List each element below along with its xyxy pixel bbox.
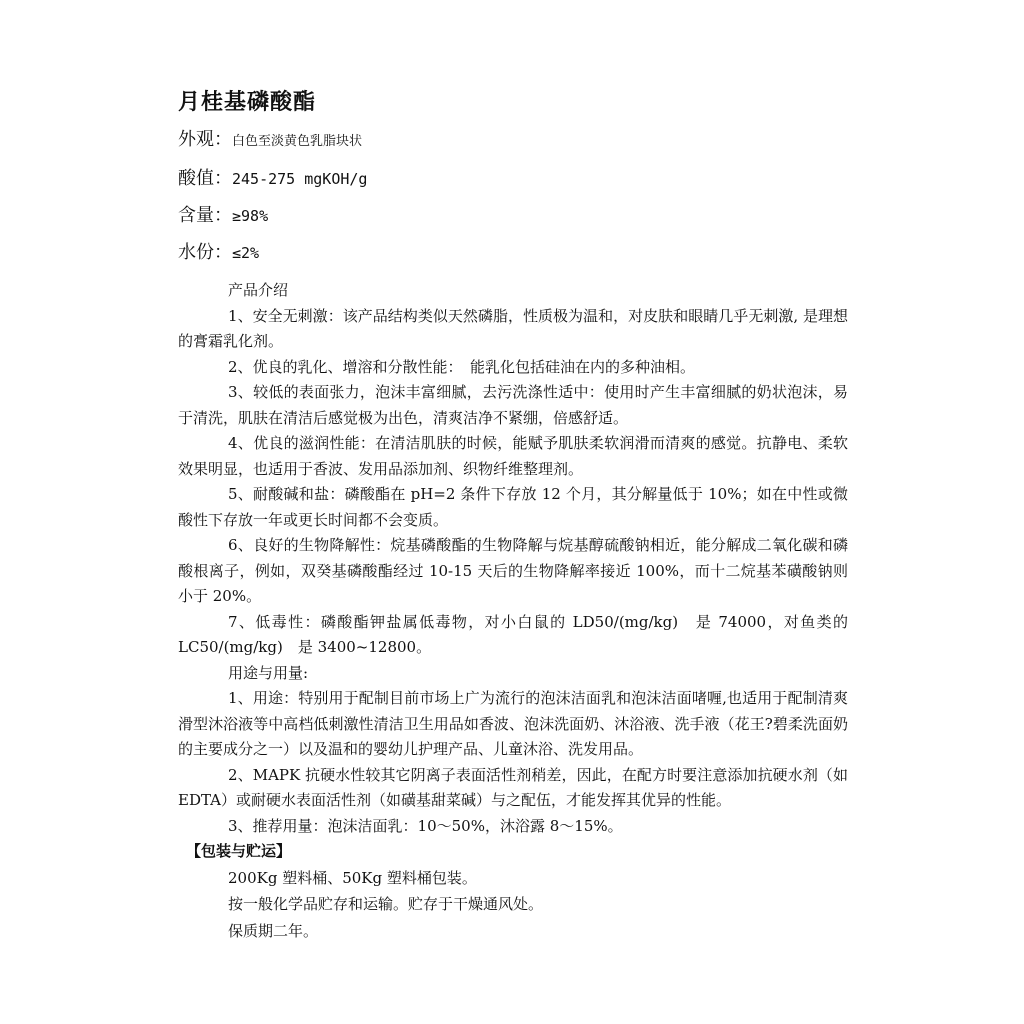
spec-label: 含量：: [178, 205, 232, 226]
spec-value: 白色至淡黄色乳脂块状: [232, 134, 363, 149]
spec-label: 外观：: [178, 129, 232, 150]
spec-acid-value: [178, 167, 848, 191]
document-page: [178, 88, 848, 944]
usage-item: 3、推荐用量：泡沫洁面乳：10～50%，沐浴露 8～15%。: [228, 816, 623, 835]
intro-item: 6、良好的生物降解性：烷基磷酸酯的生物降解与烷基醇硫酸钠相近，能分解成二氧化碳和磷酸根离子，例如，双癸基磷酸酯经过 10-15 天后的生物降解率接近 100%，而十二烷基苯磺酸钠则小于 20%。: [178, 536, 848, 605]
spec-content: [178, 204, 848, 228]
intro-item: 1、安全无刺激：该产品结构类似天然磷脂，性质极为温和，对皮肤和眼睛几乎无刺激, 是理想的膏霜乳化剂。: [178, 306, 848, 350]
intro-heading: 产品介绍: [228, 281, 289, 299]
intro-item: 7、低毒性：磷酸酯钾盐属低毒物，对小白鼠的 LD50/(mg/kg) 是 74000，对鱼类的 LC50/(mg/kg) 是 3400~12800。: [178, 612, 848, 656]
usage-heading: 用途与用量:: [228, 663, 309, 682]
packaging-item: 按一般化学品贮存和运输。贮存于干燥通风处。: [228, 895, 544, 913]
spec-moisture: [178, 241, 848, 265]
packaging-item: 保质期二年。: [228, 921, 319, 940]
packaging-heading: 【包装与贮运】: [186, 842, 292, 860]
intro-item: 3、较低的表面张力，泡沫丰富细腻，去污洗涤性适中：使用时产生丰富细腻的奶状泡沫，易于清洗，肌肤在清洁后感觉极为出色，清爽洁净不紧绷，倍感舒适。: [178, 383, 848, 427]
intro-item: 5、耐酸碱和盐：磷酸酯在 pH=2 条件下存放 12 个月，其分解量低于 10%；如在中性或微酸性下存放一年或更长时间都不会变质。: [178, 485, 848, 529]
spec-appearance: [178, 128, 848, 154]
spec-value: 245-275 mgKOH/g: [232, 170, 368, 188]
spec-label: 水份：: [178, 242, 232, 263]
spec-label: 酸值：: [178, 168, 232, 189]
intro-item: 2、优良的乳化、增溶和分散性能： 能乳化包括硅油在内的多种油相。: [228, 357, 696, 376]
document-title: 月桂基磷酸酯: [178, 90, 317, 115]
spec-value: ≥98%: [232, 207, 269, 225]
packaging-item: 200Kg 塑料桶、50Kg 塑料桶包装。: [228, 868, 477, 887]
usage-item: 1、用途：特别用于配制目前市场上广为流行的泡沫洁面乳和泡沫洁面啫喱,也适用于配制清爽滑型沐浴液等中高档低刺激性清洁卫生用品如香波、泡沫洗面奶、沐浴液、洗手液（花王?碧柔洗面奶的主要成分之一）以及温和的婴幼儿护理产品、儿童沐浴、洗发用品。: [178, 689, 848, 758]
spec-value: ≤2%: [232, 244, 260, 262]
usage-item: 2、MAPK 抗硬水性较其它阴离子表面活性剂稍差，因此，在配方时要注意添加抗硬水剂（如 EDTA）或耐硬水表面活性剂（如磺基甜菜碱）与之配伍，才能发挥其优异的性能。: [178, 765, 848, 809]
intro-item: 4、优良的滋润性能：在清洁肌肤的时候，能赋予肌肤柔软润滑而清爽的感觉。抗静电、柔软效果明显，也适用于香波、发用品添加剂、织物纤维整理剂。: [178, 434, 848, 478]
